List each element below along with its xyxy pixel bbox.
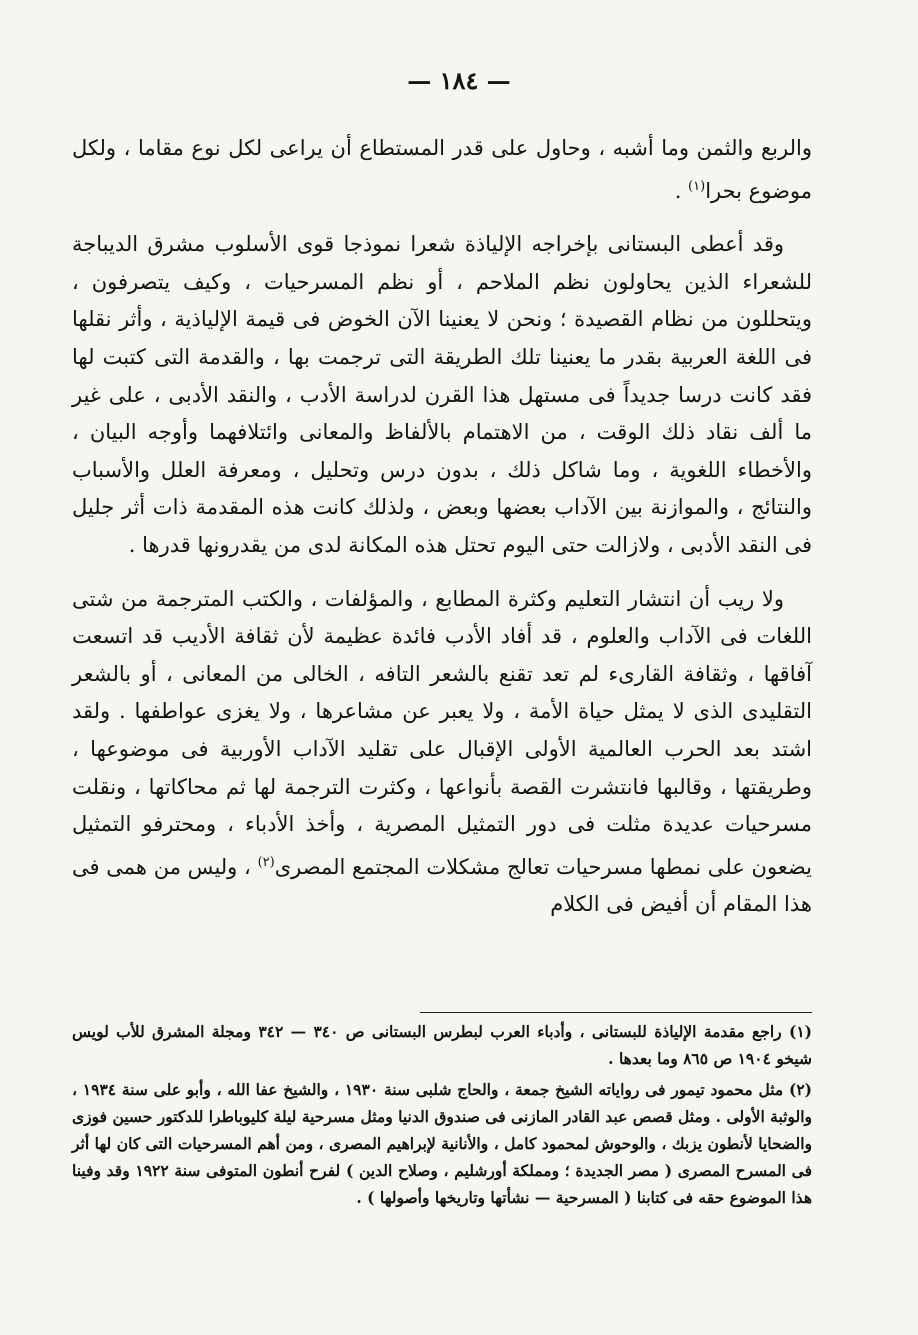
paragraph-1-text: والربع والثمن وما أشبه ، وحاول على قدر المستطاع أن يراعى لكل نوع مقاما ، ولكل موضوع بحرا bbox=[72, 136, 812, 203]
footnote-1: (١) راجع مقدمة الإلياذة للبستانى ، وأدباء العرب لبطرس البستانى ص ٣٤٠ — ٣٤٢ ومجلة المشرق للأب لويس شيخو ١٩٠٤ ص ٨٦٥ وما بعدها . bbox=[72, 1022, 812, 1068]
page-number: — ١٨٤ — bbox=[407, 66, 511, 95]
footnote-divider bbox=[420, 1012, 812, 1013]
paragraph-1 bbox=[72, 130, 812, 210]
paragraph-3-text: ولا ريب أن انتشار التعليم وكثرة المطابع ، والمؤلفات ، والكتب المترجمة من شتى اللغات فى الآداب والعلوم ، قد أفاد الأدب فائدة عظيمة لأن ثقافة الأديب قد اتسعت آفاقها ، وثقافة القارىء لم تعد تقنع بالشعر التافه ، الخالى من المعانى ، أو بالشعر التقليدى الذى لا يمثل حياة الأمة ، ولا يعبر عن مشاعرها ، ولا يغزى عواطفها . ولقد اشتد بعد الحرب العالمية الأولى الإقبال على تقليد الآداب الأوربية فى موضوعها ، وطريقتها ، وقالبها فانتشرت القصة بأنواعها ، وكثرت الترجمة لها ثم محاكاتها ، ونقلت مسرحيات عديدة مثلت فى دور التمثيل المصرية ، وأخذ الأدباء ، ومحترفو التمثيل يضعون على نمطها مسرحيات تعالج مشكلات المجتمع المصرى bbox=[72, 586, 812, 879]
paragraph-3 bbox=[72, 581, 812, 924]
footnote-ref-2: (٢) bbox=[257, 854, 275, 870]
paragraph-2: وقد أعطى البستانى بإخراجه الإلياذة شعرا نموذجا قوى الأسلوب مشرق الديباجة للشعراء الذين يحاولون نظم الملاحم ، أو نظم المسرحيات ، وكيف يتصرفون ، ويتحللون من نظام القصيدة ؛ ونحن لا يعنينا الآن الخوض فى قيمة الإلياذية ، وأثر نقلها فى اللغة العربية بقدر ما يعنينا تلك الطريقة التى ترجمت بها ، والقدمة التى كتبت لها فقد كانت درسا جديداً فى مستهل هذا القرن لدراسة الأدب ، والنقد الأدبى ، على غير ما ألف نقاد ذلك الوقت ، من الاهتمام بالألفاظ والمعانى وائتلافهما وأوجه البيان ، والأخطاء اللغوية ، وما شاكل ذلك ، بدون درس وتحليل ، ومعرفة العلل والأسباب والنتائج ، والموازنة بين الآداب بعضها وبعض ، ولذلك كانت هذه المقدمة ذات أثر جليل فى النقد الأدبى ، ولازالت حتى اليوم تحتل هذه المكانة لدى من يقدرونها قدرها . bbox=[72, 232, 812, 557]
footnotes bbox=[72, 1018, 812, 1211]
paragraph-1-end: . bbox=[674, 178, 689, 203]
footnote-ref-1: (١) bbox=[688, 178, 706, 194]
paragraph-3-end: ، وليس من همى فى هذا المقام أن أفيض فى الكلام bbox=[72, 854, 812, 917]
body-text bbox=[72, 130, 812, 924]
footnote-2: (٢) مثل محمود تيمور فى رواياته الشيخ جمعة ، والحاج شلبى سنة ١٩٣٠ ، والشيخ عفا الله ، وأبو على سنة ١٩٣٤ ، والوثبة الأولى . ومثل قصص عبد القادر المازنى فى صندوق الدنيا ومثل مسرحية ليلة كليوباطرا للدكتور حسين فوزى والضحايا لأنطون يزبك ، والوحوش لمحمود كامل ، والأنانية لإبراهيم المصرى ، ومن أهم المسرحيات التى كان لها أثر فى المسرح المصرى ( مصر الجديدة ؛ ومملكة أورشليم ، وصلاح الدين ) لفرح أنطون المتوفى سنة ١٩٢٢ وقد وفينا هذا الموضوع حقه فى كتابنا ( المسرحية — نشأتها وتاريخها وأصولها ) . bbox=[72, 1080, 812, 1207]
